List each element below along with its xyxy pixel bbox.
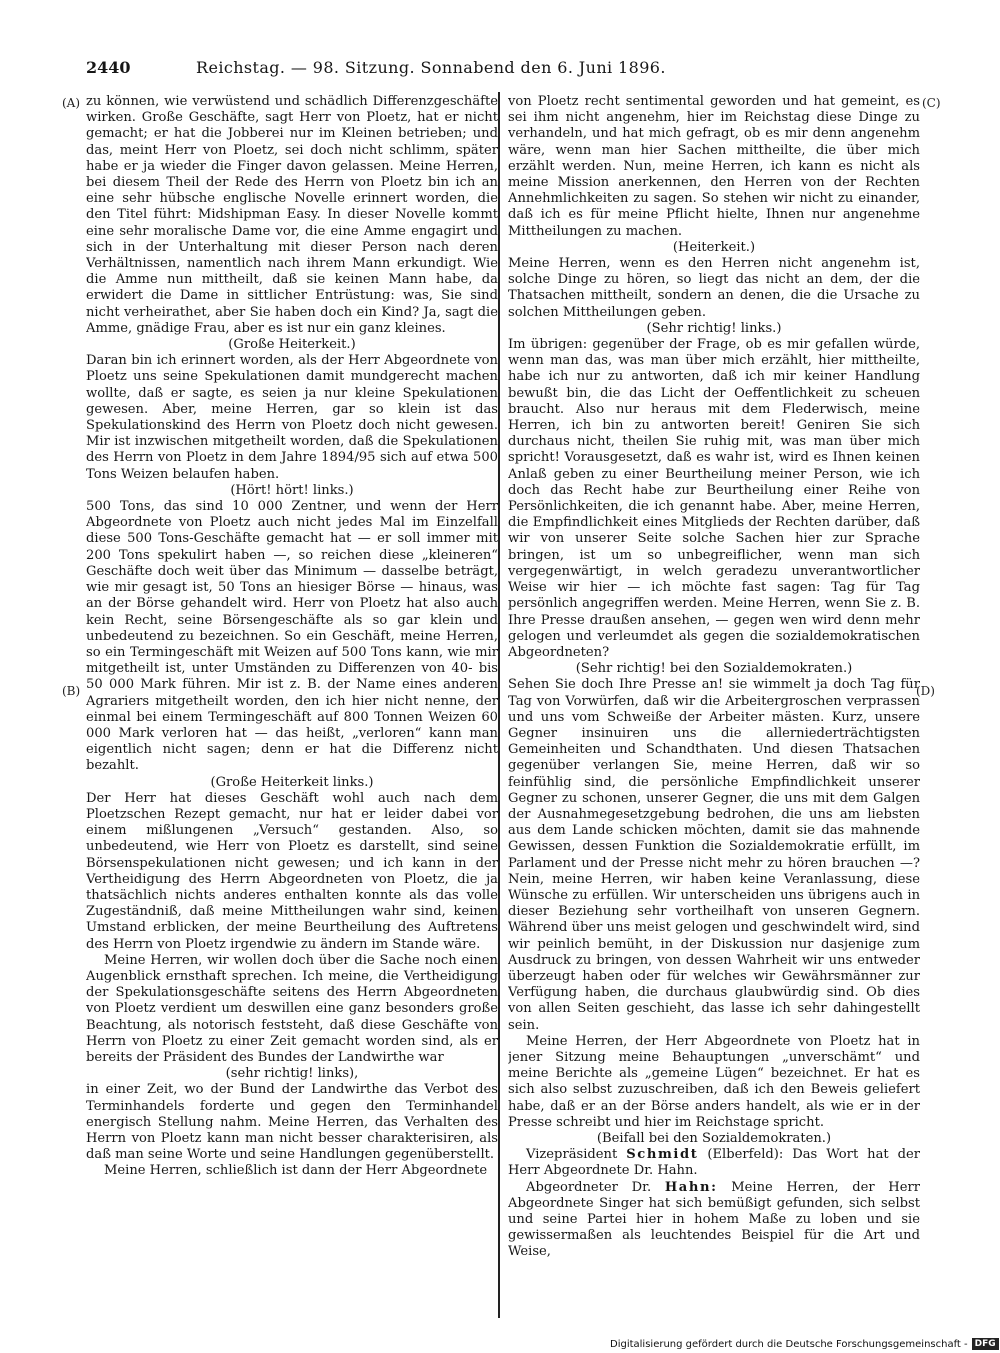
paragraph: Meine Herren, schließlich ist dann der Herr Abgeordnete	[104, 1163, 488, 1179]
paragraph: Meine Herren, der Herr Abgeordnete von Ploetz hat in jener Sitzung meine Behauptungen „unverschämt“ und meine Berichte als „gemeine Lügen“ bezeichnet. Er hat es sich also selbst zuzuschreiben, daß ich den Beweis geliefert habe, daß er an der Börse anders handelt, als wie er in der Presse schreibt und hier im Reichstage spricht.	[508, 1033, 920, 1130]
page-header	[86, 58, 924, 84]
paragraph: Im übrigen: gegenüber der Frage, ob es mir gefallen würde, wenn man das, was man über mich erzählt, hier mittheilte, habe ich nur zu antworten, daß ich mir keiner Handlung bewußt bin, die das Licht der Oeffentlichkeit zu scheuen braucht. Also nur heraus mit dem Flederwisch, meine Herren, ich bin zu antworten bereit! Geniren Sie sich durchaus nicht, theilen Sie ruhig mit, was man über mich spricht! Vorausgesetzt, daß es wahr ist, wird es Ihnen keinen Anlaß geben zu einer Beurtheilung meiner Person, wie ich doch das Recht habe zur Beurtheilung einer Reihe von Persönlichkeiten, die ich genannt habe. Aber, meine Herren, die Empfindlichkeit eines Mitglieds der Rechten darüber, daß wir von unserer Seite solche Sachen hier zur Sprache bringen, ist um so unbegreiflicher, wenn man sich vergegenwärtigt, in welch geradezu unverantwortlicher Weise wir hier — ich möchte fast sagen: Tag für Tag persönlich angegriffen werden. Meine Herren, wenn Sie z. B. Ihre Presse draußen ansehen, — gegen wen wird denn mehr gelogen und verleumdet als gegen die sozialdemokratischen Abgeordneten?	[508, 337, 920, 660]
left-column	[86, 94, 498, 1320]
interjection: (Große Heiterkeit links.)	[210, 774, 374, 790]
page-number: 2440	[86, 58, 131, 77]
interjection: (Heiterkeit.)	[672, 239, 756, 255]
interjection: (Hört! hört! links.)	[230, 482, 354, 498]
interjection: (Beifall bei den Sozialdemokraten.)	[596, 1131, 832, 1146]
speaker-role: Abgeordneter Dr.	[526, 1179, 652, 1195]
margin-marker-d: (D)	[916, 684, 935, 698]
interjection: (Große Heiterkeit.)	[228, 337, 356, 353]
digitization-credit	[610, 1338, 996, 1352]
paragraph: Daran bin ich erinnert worden, als der Herr Abgeordnete von Ploetz uns seine Spekulationen damit mundgerecht machen wollte, daß er sagte, es seien ja nur kleine Spekulationen gewesen. Aber, meine Herren, gar so klein ist das Spekulationskind des Herrn von Ploetz doch nicht gewesen. Mir ist inzwischen mitgetheilt worden, daß die Spekulationen des Herrn von Ploetz in dem Jahre 1894/95 sich auf etwa 500 Tons Weizen belaufen haben.	[86, 353, 498, 482]
speaker-text: Meine Herren, der Herr Abgeordnete Singer hat sich bemüßigt gefunden, sich selbst und seine Partei hier in hohem Maße zu loben und sie gewissermaßen als leuchtendes Beispiel für die Art und Weise,	[508, 1179, 920, 1260]
interjection: (Sehr richtig! bei den Sozialdemokraten.)	[575, 661, 853, 677]
margin-marker-b: (B)	[62, 684, 81, 698]
credit-text: Digitalisierung gefördert durch die Deutsche Forschungsgemeinschaft -	[610, 1339, 968, 1350]
margin-marker-a: (A)	[62, 96, 81, 110]
speaker-name: Hahn:	[664, 1179, 718, 1195]
speaker-name: Schmidt	[626, 1147, 699, 1163]
paragraph: zu können, wie verwüstend und schädlich Differenzgeschäfte wirken. Große Geschäfte, sagt Herr von Ploetz, hat er nicht gemacht; er hat die Jobberei nur im Kleinen betrieben; und das, meint Herr von Ploetz, sei doch nicht schlimm, später habe er ja wieder die Finger davon gelassen. Meine Herren, bei diesem Theil der Rede des Herrn von Ploetz bin ich an eine sehr hübsche englische Novelle erinnert worden, die den Titel führt: Midshipman Easy. In dieser Novelle kommt eine sehr moralische Dame vor, die eine Amme engagirt und sich in der Unterhaltung mit dieser Person nach deren Verhältnissen, namentlich nach ihrem Mann erkundigt. Wie die Amme nun mittheilt, daß sie keinen Mann habe, da erwidert die Dame in sittlicher Entrüstung: was, Sie sind nicht verheirathet, aber Sie haben doch ein Kind? Ja, sagt die Amme, gnädige Frau, aber es ist nur ein ganz kleines.	[86, 94, 498, 336]
paragraph: von Ploetz recht sentimental geworden und hat gemeint, es sei ihm nicht angenehm, hier im Reichstag diese Dinge zu verhandeln, und hat mich gefragt, ob es mir denn angenehm wäre, wenn man hier Sachen mittheilte, die über mich erzählt werden. Nun, meine Herren, ich kann es nicht als meine Mission anerkennen, den Herren von der Rechten Annehmlichkeiten zu sagen. So stehen wir nicht zu einander, daß ich es für meine Pflicht hielte, Ihnen nur angenehme Mittheilungen zu machen.	[508, 94, 920, 239]
speaker-text: (Elberfeld): Das Wort hat der Herr Abgeordnete Dr. Hahn.	[508, 1147, 920, 1179]
right-column	[508, 94, 920, 1320]
paragraph: Sehen Sie doch Ihre Presse an! sie wimmelt ja doch Tag für Tag von Vorwürfen, daß wir die Arbeitergroschen verprassen und uns vom Schweiße der Arbeiter mästen. Kurz, unsere Gegner insinuiren uns die allerniederträchtigsten Gemeinheiten und Schandthaten. Und diesen Thatsachen gegenüber verlangen Sie, meine Herren, daß wir so feinfühlig sind, die persönliche Empfindlichkeit unserer Gegner zu schonen, unserer Gegner, die uns mit dem Galgen der Ausnahmegesetzgebung bedrohen, die uns am liebsten aus dem Lande schicken möchten, damit sie das mahnende Gewissen, dessen Funktion die Sozialdemokratie erfüllt, im Parlament und der Presse nicht mehr zu hören brauchen —? Nein, meine Herren, wir haben keine Veranlassung, diese Wünsche zu erfüllen. Wir unterscheiden uns übrigens auch in dieser Beziehung sehr vortheilhaft von unseren Gegnern. Während über uns meist gelogen und geschwindelt wird, sind wir peinlich bemüht, in der Diskussion nur dasjenige zum Ausdruck zu bringen, von dessen Wahrheit wir uns entweder überzeugt haben oder für welches wir Gewährsmänner zur Verfügung haben, die durchaus glaubwürdig sind. Ob dies von allen Seiten geschieht, das lasse ich sehr dahingestellt sein.	[508, 677, 920, 1033]
speaker-vizepraesident	[508, 1147, 920, 1179]
interjection: (Sehr richtig! links.)	[646, 320, 782, 336]
paragraph: 500 Tons, das sind 10 000 Zentner, und wenn der Herr Abgeordnete von Ploetz auch nicht jedes Mal im Einzelfall diese 500 Tons-Geschäfte gemacht hat — er soll immer mit 200 Tons spekulirt haben —, so reichen diese „kleineren“ Geschäfte doch weit über das Minimum — dasselbe beträgt, wie mir gesagt ist, 50 Tons an hiesiger Börse — hinaus, was an der Börse gehandelt wird. Herr von Ploetz hat also auch kein Recht, seine Börsengeschäfte als so gar klein und unbedeutend zu bezeichnen. So ein Geschäft, meine Herren, so ein Termingeschäft mit Weizen auf 500 Tons kann, wie mir mitgetheilt ist, unter Umständen zu Differenzen von 40- bis 50 000 Mark führen. Mir ist z. B. der Name eines anderen Agrariers mitgetheilt worden, den ich hier nicht nenne, der einmal bei einem Termingeschäft auf 800 Tonnen Weizen 60 000 Mark verloren hat — das heißt, „verloren“ kann man eigentlich nicht sagen; denn er hat die Differenz nicht bezahlt.	[86, 499, 498, 774]
paragraph: Meine Herren, wir wollen doch über die Sache noch einen Augenblick ernsthaft sprechen. Ich meine, die Vertheidigung der Spekulationsgeschäfte seitens des Herrn Abgeordneten von Ploetz verdient um deswillen eine ganz besonders große Beachtung, als notorisch feststeht, daß diese Geschäfte von Herrn von Ploetz zu einer Zeit gemacht worden sind, als er bereits der Präsident des Bundes der Landwirthe war	[86, 952, 498, 1065]
speaker-hahn	[508, 1180, 920, 1261]
paragraph: Meine Herren, wenn es den Herren nicht angenehm ist, solche Dinge zu hören, so liegt das nicht an dem, der die Thatsachen mittheilt, sondern an denen, die die Ursache zu solchen Mittheilungen geben.	[508, 256, 920, 320]
dfg-logo: DFG	[972, 1338, 999, 1350]
running-title: Reichstag. — 98. Sitzung. Sonnabend den 6. Juni 1896.	[196, 58, 666, 77]
paragraph: Der Herr hat dieses Geschäft wohl auch nach dem Ploetzschen Rezept gemacht, nur hat er leider dabei vor einem mißlungenen „Versuch“ gestanden. Also, so unbedeutend, wie Herr von Ploetz es darstellt, sind seine Börsenspekulationen nicht gewesen; und ich kann in der Vertheidigung des Herrn Abgeordneten von Ploetz, die ja thatsächlich nichts anderes enthalten konnte als das volle Zugeständniß, daß meine Mittheilungen wahr sind, keinen Umstand erblicken, der meine Beurtheilung des Auftretens des Herrn von Ploetz irgendwie zu ändern im Stande wäre.	[86, 790, 498, 952]
margin-marker-c: (C)	[922, 96, 941, 110]
interjection: (sehr richtig! links),	[225, 1066, 359, 1082]
paragraph: in einer Zeit, wo der Bund der Landwirthe das Verbot des Terminhandels forderte und gegen den Terminhandel energisch Stellung nahm. Meine Herren, das Verhalten des Herrn von Ploetz kann man nicht besser charakterisiren, als daß man seine Worte und seine Handlungen gegenüberstellt.	[86, 1082, 498, 1163]
column-divider	[498, 92, 500, 1318]
speaker-role: Vizepräsident	[526, 1147, 618, 1163]
